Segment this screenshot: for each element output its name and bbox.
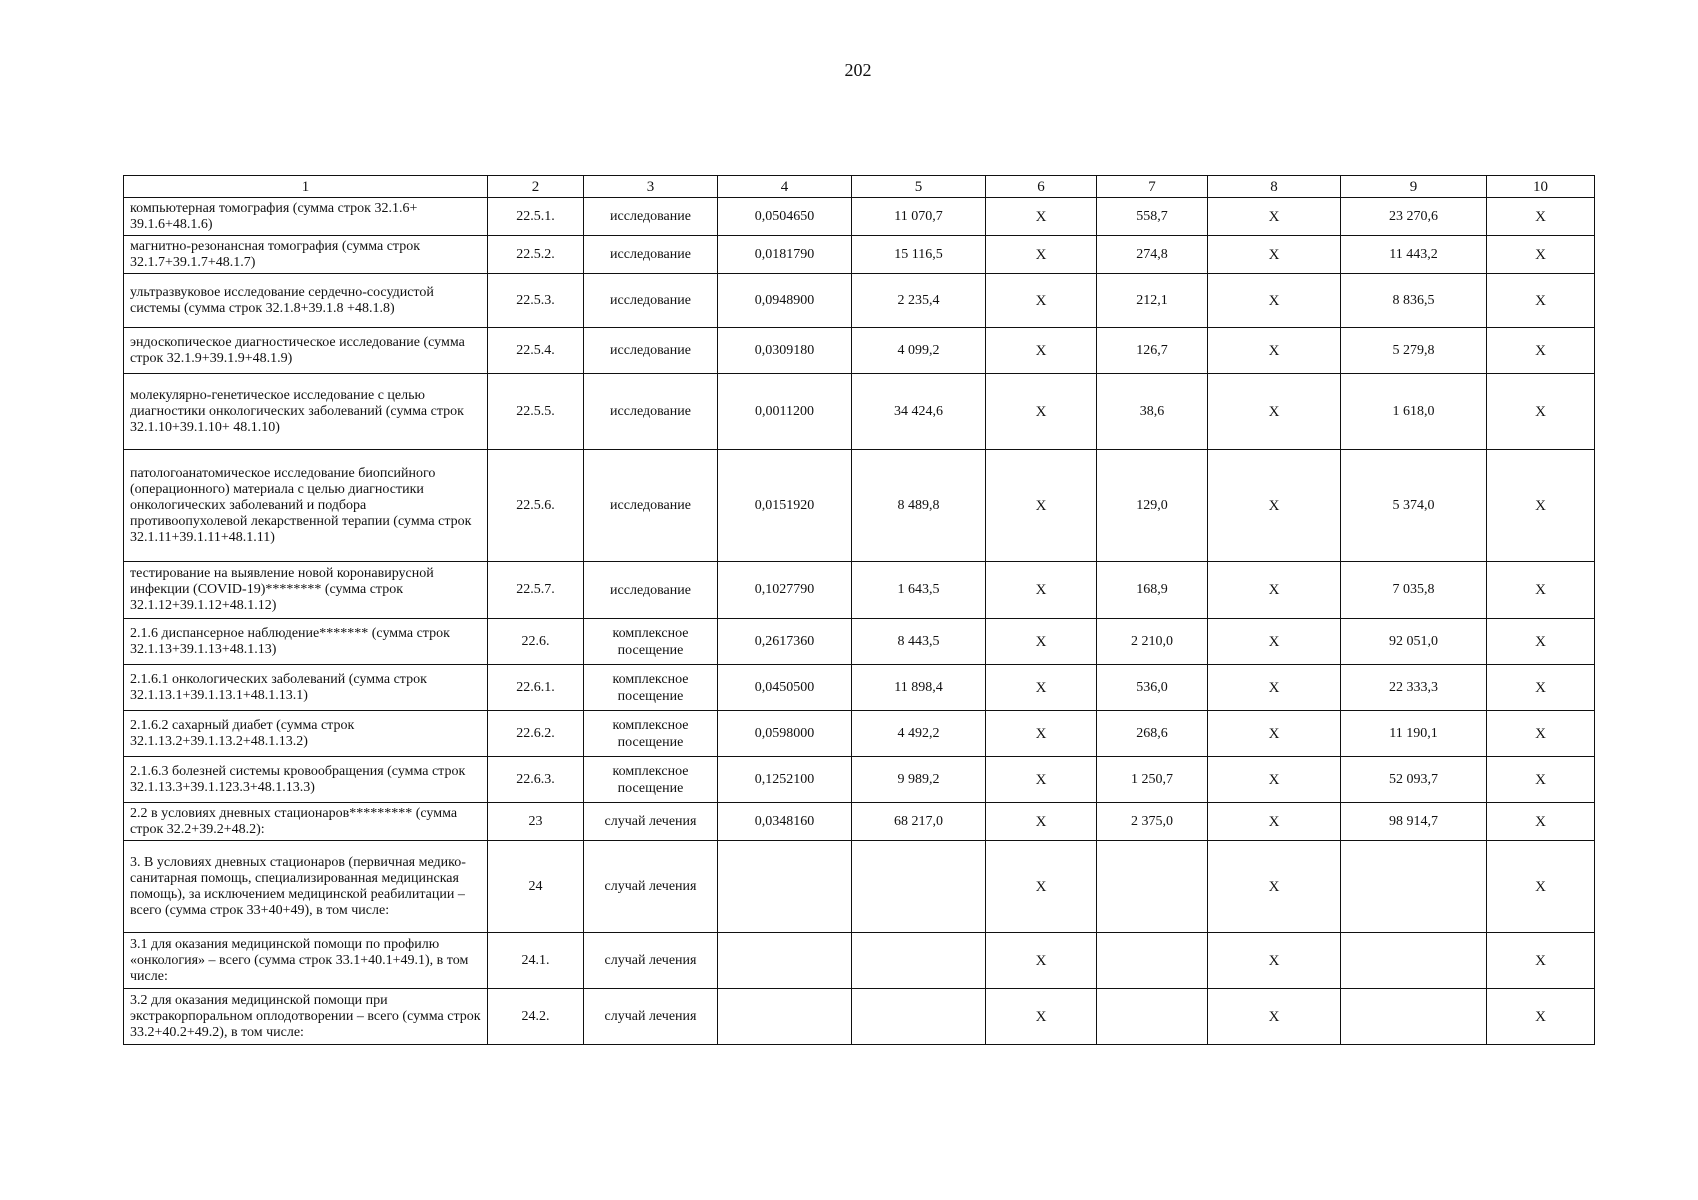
column-header: 5 — [852, 176, 986, 198]
cell-col4: 0,0450500 — [718, 665, 852, 711]
cell-col9: 52 093,7 — [1341, 757, 1487, 803]
column-header: 4 — [718, 176, 852, 198]
cell-col4: 0,1027790 — [718, 562, 852, 619]
cell-col5: 8 443,5 — [852, 619, 986, 665]
cell-col7 — [1097, 989, 1208, 1045]
column-header: 9 — [1341, 176, 1487, 198]
row-unit: комплексное посещение — [584, 757, 718, 803]
row-code: 22.5.7. — [488, 562, 584, 619]
cell-col4: 0,0948900 — [718, 274, 852, 328]
table-row — [124, 841, 1595, 933]
cell-col8: Х — [1208, 374, 1341, 450]
row-code: 24 — [488, 841, 584, 933]
row-name: тестирование на выявление новой коронавирусной инфекции (COVID-19)******** (сумма строк 32.1.12+39.1.12+48.1.12) — [124, 562, 488, 619]
cell-col4: 0,0348160 — [718, 803, 852, 841]
row-name: 2.1.6.1 онкологических заболеваний (сумма строк 32.1.13.1+39.1.13.1+48.1.13.1) — [124, 665, 488, 711]
cell-col10: Х — [1487, 757, 1595, 803]
cell-col7: 1 250,7 — [1097, 757, 1208, 803]
cell-col9: 98 914,7 — [1341, 803, 1487, 841]
row-unit: исследование — [584, 274, 718, 328]
row-code: 22.5.2. — [488, 236, 584, 274]
table-row — [124, 619, 1595, 665]
table-row — [124, 328, 1595, 374]
cell-col9: 11 443,2 — [1341, 236, 1487, 274]
row-unit: исследование — [584, 198, 718, 236]
cell-col5: 11 070,7 — [852, 198, 986, 236]
row-unit: исследование — [584, 450, 718, 562]
row-code: 22.5.5. — [488, 374, 584, 450]
cell-col10: Х — [1487, 328, 1595, 374]
cell-col8: Х — [1208, 236, 1341, 274]
table-row — [124, 198, 1595, 236]
cell-col4 — [718, 989, 852, 1045]
row-name: патологоанатомическое исследование биопсийного (операционного) материала с целью диагностики онкологических заболеваний и подбора противоопухолевой лекарственной терапии (сумма строк 32.1.11+39.1.11+48.1.11) — [124, 450, 488, 562]
data-table — [123, 175, 1595, 1045]
row-code: 22.6. — [488, 619, 584, 665]
cell-col9: 11 190,1 — [1341, 711, 1487, 757]
row-name: ультразвуковое исследование сердечно-сосудистой системы (сумма строк 32.1.8+39.1.8 +48.1.8) — [124, 274, 488, 328]
row-code: 22.5.1. — [488, 198, 584, 236]
row-unit: комплексное посещение — [584, 619, 718, 665]
row-name: 3. В условиях дневных стационаров (первичная медико-санитарная помощь, специализированная медицинская помощь), за исключением медицинской реабилитации – всего (сумма строк 33+40+49), в том числе: — [124, 841, 488, 933]
cell-col8: Х — [1208, 450, 1341, 562]
cell-col6: Х — [986, 711, 1097, 757]
row-unit: исследование — [584, 374, 718, 450]
row-name: 2.2 в условиях дневных стационаров********* (сумма строк 32.2+39.2+48.2): — [124, 803, 488, 841]
header-row — [124, 176, 1595, 198]
row-name: молекулярно-генетическое исследование с целью диагностики онкологических заболеваний (сумма строк 32.1.10+39.1.10+ 48.1.10) — [124, 374, 488, 450]
cell-col4: 0,0598000 — [718, 711, 852, 757]
cell-col8: Х — [1208, 562, 1341, 619]
cell-col6: Х — [986, 933, 1097, 989]
cell-col5: 34 424,6 — [852, 374, 986, 450]
cell-col8: Х — [1208, 933, 1341, 989]
row-name: 2.1.6 диспансерное наблюдение******* (сумма строк 32.1.13+39.1.13+48.1.13) — [124, 619, 488, 665]
cell-col4: 0,0151920 — [718, 450, 852, 562]
column-header: 1 — [124, 176, 488, 198]
cell-col6: Х — [986, 841, 1097, 933]
table-row — [124, 274, 1595, 328]
row-unit: исследование — [584, 562, 718, 619]
cell-col6: Х — [986, 450, 1097, 562]
table-row — [124, 665, 1595, 711]
row-unit: исследование — [584, 236, 718, 274]
cell-col8: Х — [1208, 711, 1341, 757]
cell-col8: Х — [1208, 803, 1341, 841]
cell-col8: Х — [1208, 989, 1341, 1045]
cell-col6: Х — [986, 274, 1097, 328]
cell-col10: Х — [1487, 450, 1595, 562]
cell-col7: 129,0 — [1097, 450, 1208, 562]
cell-col9: 92 051,0 — [1341, 619, 1487, 665]
cell-col9: 8 836,5 — [1341, 274, 1487, 328]
table-row — [124, 933, 1595, 989]
cell-col9: 23 270,6 — [1341, 198, 1487, 236]
row-name: эндоскопическое диагностическое исследование (сумма строк 32.1.9+39.1.9+48.1.9) — [124, 328, 488, 374]
cell-col10: Х — [1487, 236, 1595, 274]
cell-col7: 268,6 — [1097, 711, 1208, 757]
cell-col5: 15 116,5 — [852, 236, 986, 274]
cell-col5: 8 489,8 — [852, 450, 986, 562]
cell-col10: Х — [1487, 711, 1595, 757]
row-name: 3.1 для оказания медицинской помощи по профилю «онкология» – всего (сумма строк 33.1+40.1+49.1), в том числе: — [124, 933, 488, 989]
row-unit: случай лечения — [584, 933, 718, 989]
row-name: 2.1.6.2 сахарный диабет (сумма строк 32.1.13.2+39.1.13.2+48.1.13.2) — [124, 711, 488, 757]
row-code: 22.5.4. — [488, 328, 584, 374]
cell-col6: Х — [986, 374, 1097, 450]
page-number: 202 — [844, 60, 872, 80]
cell-col6: Х — [986, 989, 1097, 1045]
cell-col9: 7 035,8 — [1341, 562, 1487, 619]
table-row — [124, 803, 1595, 841]
row-unit: случай лечения — [584, 841, 718, 933]
cell-col9: 1 618,0 — [1341, 374, 1487, 450]
cell-col7 — [1097, 933, 1208, 989]
cell-col4: 0,0181790 — [718, 236, 852, 274]
table-row — [124, 450, 1595, 562]
cell-col10: Х — [1487, 803, 1595, 841]
cell-col4: 0,0011200 — [718, 374, 852, 450]
cell-col9 — [1341, 841, 1487, 933]
row-unit: случай лечения — [584, 989, 718, 1045]
cell-col4: 0,2617360 — [718, 619, 852, 665]
row-code: 22.5.6. — [488, 450, 584, 562]
row-unit: исследование — [584, 328, 718, 374]
cell-col7: 38,6 — [1097, 374, 1208, 450]
cell-col10: Х — [1487, 989, 1595, 1045]
cell-col7: 2 210,0 — [1097, 619, 1208, 665]
cell-col7: 2 375,0 — [1097, 803, 1208, 841]
cell-col6: Х — [986, 236, 1097, 274]
cell-col5: 2 235,4 — [852, 274, 986, 328]
row-name: 3.2 для оказания медицинской помощи при экстракорпоральном оплодотворении – всего (сумма строк 33.2+40.2+49.2), в том числе: — [124, 989, 488, 1045]
cell-col5: 9 989,2 — [852, 757, 986, 803]
cell-col9: 5 279,8 — [1341, 328, 1487, 374]
column-header: 6 — [986, 176, 1097, 198]
column-header: 10 — [1487, 176, 1595, 198]
cell-col6: Х — [986, 803, 1097, 841]
row-code: 23 — [488, 803, 584, 841]
table-row — [124, 374, 1595, 450]
cell-col7: 274,8 — [1097, 236, 1208, 274]
row-code: 22.6.3. — [488, 757, 584, 803]
cell-col9 — [1341, 933, 1487, 989]
row-code: 22.6.2. — [488, 711, 584, 757]
cell-col10: Х — [1487, 274, 1595, 328]
cell-col10: Х — [1487, 841, 1595, 933]
row-code: 24.2. — [488, 989, 584, 1045]
table-row — [124, 989, 1595, 1045]
column-header: 7 — [1097, 176, 1208, 198]
cell-col6: Х — [986, 328, 1097, 374]
cell-col5 — [852, 841, 986, 933]
cell-col7: 212,1 — [1097, 274, 1208, 328]
table-row — [124, 757, 1595, 803]
cell-col5: 68 217,0 — [852, 803, 986, 841]
cell-col8: Х — [1208, 328, 1341, 374]
cell-col4 — [718, 933, 852, 989]
cell-col8: Х — [1208, 198, 1341, 236]
cell-col4: 0,0504650 — [718, 198, 852, 236]
row-unit: случай лечения — [584, 803, 718, 841]
cell-col7: 168,9 — [1097, 562, 1208, 619]
cell-col5: 4 492,2 — [852, 711, 986, 757]
cell-col7: 558,7 — [1097, 198, 1208, 236]
row-name: 2.1.6.3 болезней системы кровообращения (сумма строк 32.1.13.3+39.1.123.3+48.1.13.3) — [124, 757, 488, 803]
cell-col5: 1 643,5 — [852, 562, 986, 619]
cell-col10: Х — [1487, 619, 1595, 665]
cell-col9: 5 374,0 — [1341, 450, 1487, 562]
table-row — [124, 236, 1595, 274]
table-row — [124, 711, 1595, 757]
cell-col7 — [1097, 841, 1208, 933]
cell-col6: Х — [986, 665, 1097, 711]
cell-col5 — [852, 989, 986, 1045]
cell-col7: 536,0 — [1097, 665, 1208, 711]
cell-col10: Х — [1487, 562, 1595, 619]
cell-col6: Х — [986, 757, 1097, 803]
cell-col9: 22 333,3 — [1341, 665, 1487, 711]
row-code: 22.5.3. — [488, 274, 584, 328]
cell-col10: Х — [1487, 933, 1595, 989]
cell-col8: Х — [1208, 841, 1341, 933]
cell-col5 — [852, 933, 986, 989]
row-code: 22.6.1. — [488, 665, 584, 711]
cell-col8: Х — [1208, 757, 1341, 803]
cell-col8: Х — [1208, 665, 1341, 711]
cell-col8: Х — [1208, 619, 1341, 665]
column-header: 8 — [1208, 176, 1341, 198]
cell-col8: Х — [1208, 274, 1341, 328]
cell-col9 — [1341, 989, 1487, 1045]
cell-col5: 11 898,4 — [852, 665, 986, 711]
column-header: 3 — [584, 176, 718, 198]
cell-col10: Х — [1487, 198, 1595, 236]
row-name: магнитно-резонансная томография (сумма строк 32.1.7+39.1.7+48.1.7) — [124, 236, 488, 274]
table-row — [124, 562, 1595, 619]
cell-col4: 0,0309180 — [718, 328, 852, 374]
cell-col4 — [718, 841, 852, 933]
cell-col6: Х — [986, 562, 1097, 619]
cell-col7: 126,7 — [1097, 328, 1208, 374]
column-header: 2 — [488, 176, 584, 198]
row-unit: комплексное посещение — [584, 711, 718, 757]
cell-col10: Х — [1487, 665, 1595, 711]
cell-col6: Х — [986, 198, 1097, 236]
cell-col4: 0,1252100 — [718, 757, 852, 803]
cell-col5: 4 099,2 — [852, 328, 986, 374]
cell-col10: Х — [1487, 374, 1595, 450]
row-name: компьютерная томография (сумма строк 32.1.6+ 39.1.6+48.1.6) — [124, 198, 488, 236]
row-code: 24.1. — [488, 933, 584, 989]
row-unit: комплексное посещение — [584, 665, 718, 711]
cell-col6: Х — [986, 619, 1097, 665]
